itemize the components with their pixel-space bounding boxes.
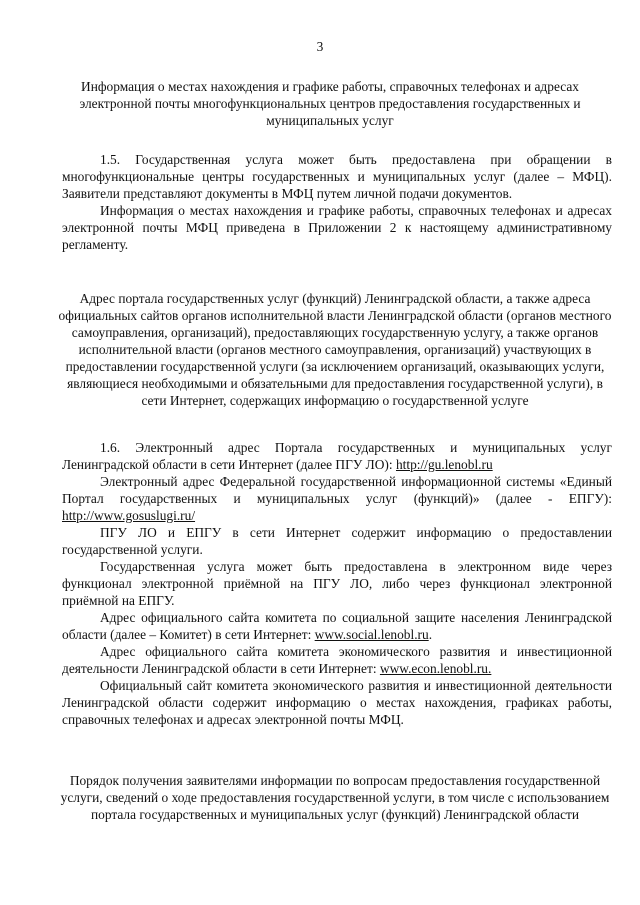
section-1-6 [62,439,612,728]
pgu-lo-text: 1.6. Электронный адрес Портала государственных и муниципальных услуг Ленинградской области в сети Интернет (далее ПГУ ЛО): [62,440,612,472]
epgu-link[interactable]: http://www.gosuslugi.ru/ [62,508,196,523]
committee-social-text: Адрес официального сайта комитета по социальной защите населения Ленинградской области (далее – Комитет) в сети Интернет: [62,610,612,642]
paragraph-1-6-pgu-lo [62,439,612,473]
social-site-link[interactable]: www.social.lenobl.ru [314,627,429,642]
paragraph-portal-info: ПГУ ЛО и ЕПГУ в сети Интернет содержит информацию о предоставлении государственной услуги. [62,525,612,557]
section-heading-info-procedure: Порядок получения заявителями информации по вопросам предоставления государственной услуги, сведений о ходе предоставления государственной услуги, в том числе с использованием портала государственных и муниципальных услуг (функций) Ленинградской области [60,773,610,822]
committee-social-end: . [428,627,433,642]
econ-site-link[interactable]: www.econ.lenobl.ru. [379,661,492,676]
committee-econ-text: Адрес официального сайта комитета экономического развития и инвестиционной деятельности Ленинградской области в сети Интернет: [62,644,612,676]
paragraph-epgu [62,473,612,524]
section-heading-portal-addresses: Адрес портала государственных услуг (функций) Ленинградской области, а также адреса официальных сайтов органов исполнительной власти Ленинградской области (органов местного самоуправления, организаций), предоставляющих государственную услугу, а также органов исполнительной власти (органов местного самоуправления, организаций) участвующих в предоставлении государственной услуги (за исключением организаций, оказывающих услуги, являющиеся необходимыми и обязательными для предоставления государственной услуги), в сети Интернет, содержащих информацию о государственной услуге [58,291,612,408]
epgu-text: Электронный адрес Федеральной государственной информационной системы «Единый Портал государственных и муниципальных услуг (функций)» (далее - ЕПГУ): [62,474,612,506]
paragraph-mfc-appendix: Информация о местах нахождения и графике работы, справочных телефонах и адресах электронной почты МФЦ приведена в Приложении 2 к настоящему административному регламенту. [62,203,612,252]
paragraph-econ-site-info: Официальный сайт комитета экономического развития и инвестиционной деятельности Ленинградской области содержит информацию о местах нахождения, графиках работы, справочных телефонах и адресах электронной почты МФЦ. [62,678,612,727]
pgu-lo-link[interactable]: http://gu.lenobl.ru [395,457,493,472]
paragraph-committee-social [62,609,612,643]
paragraph-1-5-mfc: 1.5. Государственная услуга может быть предоставлена при обращении в многофункциональные центры государственных и муниципальных услуг (далее – МФЦ). Заявители представляют документы в МФЦ путем личной подачи документов. [62,152,612,201]
paragraph-electronic-service: Государственная услуга может быть предоставлена в электронном виде через функционал электронной приёмной на ПГУ ЛО, либо через функционал электронной приёмной на ЕПГУ. [62,559,612,608]
section-heading-mfc-info: Информация о местах нахождения и графике работы, справочных телефонах и адресах электронной почты многофункциональных центров предоставления государственных и муниципальных услуг [79,79,581,128]
section-1-5 [62,151,612,253]
paragraph-committee-econ [62,643,612,677]
page-number: 3 [316,39,324,54]
